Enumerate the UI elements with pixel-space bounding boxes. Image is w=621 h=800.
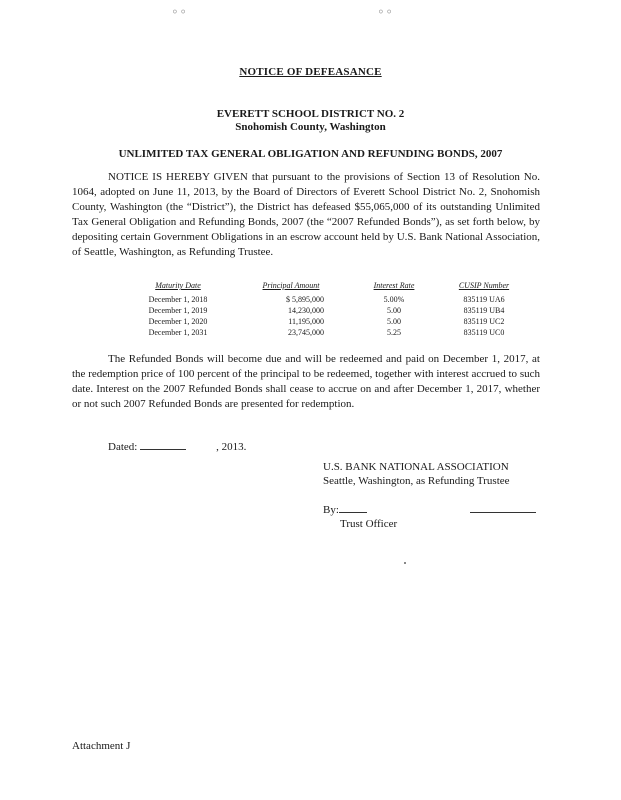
principal-amount-cell: 14,230,000: [288, 306, 324, 315]
by-label: By:: [323, 504, 339, 516]
scan-speck: [404, 562, 406, 564]
cusip-number-cell: 835119 UA6: [463, 295, 505, 304]
table-row: [128, 294, 534, 305]
column-header-cusip-number: CUSIP Number: [458, 281, 510, 290]
cusip-number-cell: 835119 UC0: [463, 328, 505, 337]
refunded-bonds-table: [128, 280, 534, 338]
bond-issue-title: UNLIMITED TAX GENERAL OBLIGATION AND REFUNDING BONDS, 2007: [118, 148, 503, 160]
cusip-number-cell: 835119 UC2: [463, 317, 505, 326]
column-header-interest-rate: Interest Rate: [373, 281, 415, 290]
maturity-date-cell: December 1, 2018: [148, 295, 208, 304]
dated-blank-line: [140, 440, 186, 450]
issuer-location: Snohomish County, Washington: [235, 121, 386, 133]
notice-paragraph-2: The Refunded Bonds will become due and will be redeemed and paid on December 1, 2017, at the redemption price of 100 percent of the principal to be redeemed, together with interest accrued to such date. Interest on the 2007 Refunded Bonds shall cease to accrue on and after December 1, 2017, whether or not such 2007 Refunded Bonds are presented for redemption.: [72, 353, 540, 410]
interest-rate-cell: 5.00: [387, 306, 401, 315]
attachment-label: Attachment J: [72, 740, 131, 752]
scan-mark: ⸰ ⸰: [378, 7, 392, 18]
cusip-number-cell: 835119 UB4: [463, 306, 505, 315]
dated-line: [108, 440, 246, 453]
column-header-maturity-date: Maturity Date: [155, 281, 201, 290]
maturity-date-cell: December 1, 2020: [148, 317, 208, 326]
signature-line: [323, 503, 543, 516]
table-header-row: [128, 280, 534, 294]
interest-rate-cell: 5.00: [387, 317, 401, 326]
table-row: [128, 305, 534, 316]
notice-title: NOTICE OF DEFEASANCE: [239, 66, 382, 78]
signature-blank-short: [339, 503, 367, 513]
principal-amount-cell: 23,745,000: [288, 328, 324, 337]
table-row: [128, 327, 534, 338]
maturity-date-cell: December 1, 2019: [148, 306, 208, 315]
principal-amount-cell: $ 5,895,000: [286, 295, 324, 304]
officer-title: Trust Officer: [340, 518, 398, 530]
scan-mark: ⸰ ⸰: [172, 7, 186, 18]
maturity-date-cell: December 1, 2031: [148, 328, 208, 337]
column-header-principal-amount: Principal Amount: [262, 281, 320, 290]
notice-paragraph-1: NOTICE IS HEREBY GIVEN that pursuant to the provisions of Section 13 of Resolution No. 1064, adopted on June 11, 2013, by the Board of Directors of Everett School District No. 2, Snohomish County, Washington (the “District”), the District has defeased $55,065,000 of its outstanding Unlimited Tax General Obligation and Refunding Bonds, 2007 (the “2007 Refunded Bonds”), as set forth below, by depositing certain Government Obligations in an escrow account held by U.S. Bank National Association, of Seattle, Washington, as Refunding Trustee.: [72, 171, 540, 258]
dated-label: Dated:: [108, 441, 138, 453]
issuer-block: [0, 108, 621, 134]
signature-blank-long: [470, 503, 536, 513]
interest-rate-cell: 5.00%: [383, 295, 405, 304]
dated-year: , 2013.: [216, 441, 247, 453]
trustee-block: [323, 460, 510, 488]
trustee-role: Seattle, Washington, as Refunding Trustee: [323, 475, 510, 487]
table-row: [128, 316, 534, 327]
interest-rate-cell: 5.25: [387, 328, 401, 337]
issuer-name: EVERETT SCHOOL DISTRICT NO. 2: [216, 108, 405, 120]
trustee-name: U.S. BANK NATIONAL ASSOCIATION: [323, 461, 509, 473]
principal-amount-cell: 11,195,000: [288, 317, 324, 326]
